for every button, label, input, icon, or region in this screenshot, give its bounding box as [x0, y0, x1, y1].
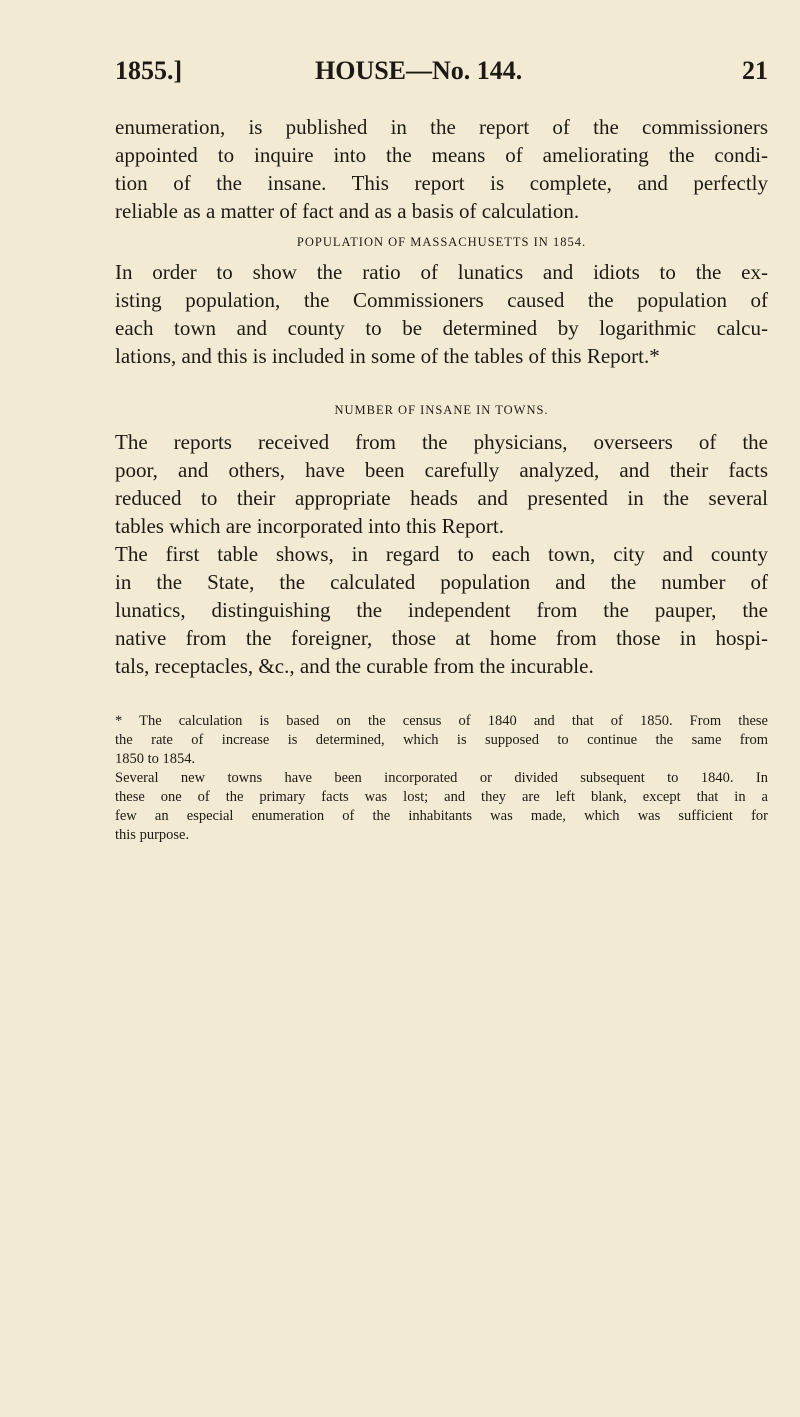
running-header [115, 56, 768, 90]
paragraph-3 [115, 428, 768, 540]
text-line: these one of the primary facts was lost; and they are left blank, except that in a [115, 789, 768, 805]
text-line: 1850 to 1854. [115, 751, 196, 767]
paragraph-2 [115, 258, 768, 370]
text-line: enumeration, is published in the report of the commissioners [115, 115, 768, 139]
text-line: this purpose. [115, 827, 190, 843]
header-year: 1855.] [115, 56, 183, 85]
text-line: few an especial enumeration of the inhabitants was made, which was sufficient for [115, 808, 768, 824]
footnote-2 [115, 769, 768, 845]
text-line: reduced to their appropriate heads and presented in the several [115, 486, 768, 510]
footnote-1 [115, 712, 768, 769]
text-line: lations, and this is included in some of the tables of this Report.* [115, 344, 660, 368]
text-line: In order to show the ratio of lunatics and idiots to the ex- [115, 260, 768, 284]
text-line: tals, receptacles, &c., and the curable from the incurable. [115, 654, 594, 678]
text-line: each town and county to be determined by logarithmic calcu- [115, 316, 768, 340]
text-line: the rate of increase is determined, which is supposed to continue the same from [115, 732, 768, 748]
section-heading-insane: NUMBER OF INSANE IN TOWNS. [334, 403, 549, 417]
page-number: 21 [742, 56, 768, 85]
text-line: tables which are incorporated into this Report. [115, 514, 504, 538]
text-line: The reports received from the physicians, overseers of the [115, 430, 768, 454]
paragraph-1 [115, 113, 768, 225]
text-line: tion of the insane. This report is complete, and perfectly [115, 171, 768, 195]
section-heading-population: POPULATION OF MASSACHUSETTS IN 1854. [296, 235, 587, 249]
text-line: Several new towns have been incorporated or divided subsequent to 1840. In [115, 770, 768, 786]
text-line: * The calculation is based on the census of 1840 and that of 1850. From these [115, 713, 768, 729]
text-line: in the State, the calculated population and the number of [115, 570, 768, 594]
text-line: lunatics, distinguishing the independent from the pauper, the [115, 598, 768, 622]
header-title: HOUSE—No. 144. [315, 56, 523, 85]
text-line: native from the foreigner, those at home from those in hospi- [115, 626, 768, 650]
text-line: poor, and others, have been carefully analyzed, and their facts [115, 458, 768, 482]
text-line: The first table shows, in regard to each town, city and county [115, 542, 768, 566]
text-line: reliable as a matter of fact and as a basis of calculation. [115, 199, 580, 223]
text-line: appointed to inquire into the means of ameliorating the condi- [115, 143, 768, 167]
text-line: isting population, the Commissioners caused the population of [115, 288, 768, 312]
paragraph-4 [115, 540, 768, 680]
